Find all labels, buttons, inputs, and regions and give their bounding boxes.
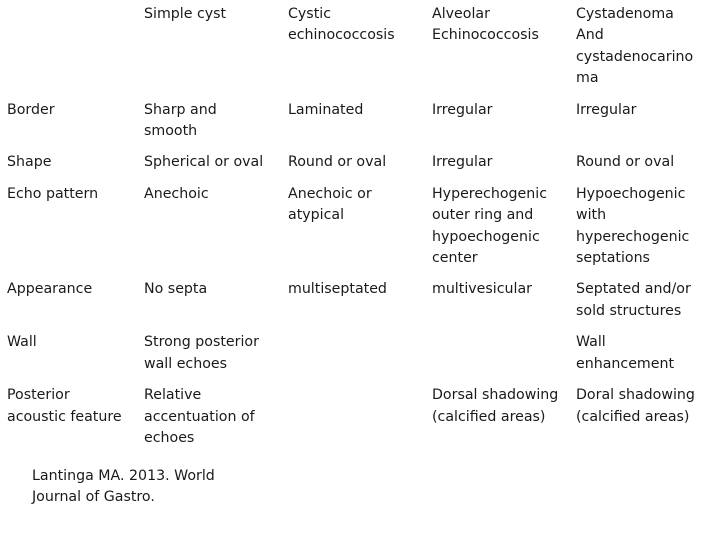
header-cell-alveolar-echinococcosis: Alveolar Echinococcosis: [432, 6, 539, 44]
table-row-echo-pattern: [0, 174, 720, 270]
table-cell: Spherical or oval: [144, 154, 264, 171]
table-cell: [288, 322, 432, 375]
table-cell: No septa: [144, 281, 208, 298]
table-row-appearance: [0, 269, 720, 322]
table-cell: Hyperechogenic outer ring and hypoechogenic center: [432, 185, 547, 267]
table-cell: Laminated: [288, 101, 364, 118]
header-row: [0, 0, 720, 90]
row-label: Shape: [7, 154, 52, 171]
citation: Lantinga MA. 2013. World Journal of Gastro.: [32, 468, 215, 506]
table-cell: multiseptated: [288, 281, 387, 298]
table-cell: Round or oval: [576, 154, 675, 171]
table-cell: Relative accentuation of echoes: [144, 387, 255, 446]
header-cell-simple-cyst: Simple cyst: [144, 6, 227, 22]
table-cell: Irregular: [432, 101, 493, 118]
row-label: Wall: [7, 334, 37, 351]
table-cell: Anechoic: [144, 185, 209, 202]
header-cell-empty: [0, 0, 144, 90]
table-cell: Anechoic or atypical: [288, 185, 372, 224]
table-cell: Round or oval: [288, 154, 387, 171]
row-label: Posterior acoustic feature: [7, 387, 122, 425]
table-cell: Dorsal shadowing (calcified areas): [432, 387, 559, 425]
table-cell: multivesicular: [432, 281, 532, 298]
table-row-posterior-acoustic-feature: [0, 375, 720, 449]
row-label: Appearance: [7, 281, 93, 298]
header-cell-cystadenoma: Cystadenoma And cystadenocarino ma: [576, 6, 694, 87]
table-row-shape: [0, 142, 720, 173]
table-cell: Wall enhancement: [576, 334, 675, 372]
table-row-wall: [0, 322, 720, 375]
header-cell-cystic-echinococcosis: Cystic echinococcosis: [288, 6, 395, 44]
table-cell: [432, 322, 576, 375]
table-cell: Irregular: [576, 101, 637, 118]
row-label: Echo pattern: [7, 185, 99, 202]
table-cell: [288, 375, 432, 449]
table-cell: Septated and/or sold structures: [576, 281, 691, 319]
table-cell: Irregular: [432, 154, 493, 171]
table-cell: Hypoechogenic with hyperechogenic septations: [576, 185, 690, 267]
table-cell: Doral shadowing (calcified areas): [576, 387, 695, 425]
table-cell: Sharp and smooth: [144, 101, 217, 140]
row-label: Border: [7, 101, 55, 118]
table-row-border: [0, 90, 720, 143]
table-cell: Strong posterior wall echoes: [144, 334, 259, 372]
